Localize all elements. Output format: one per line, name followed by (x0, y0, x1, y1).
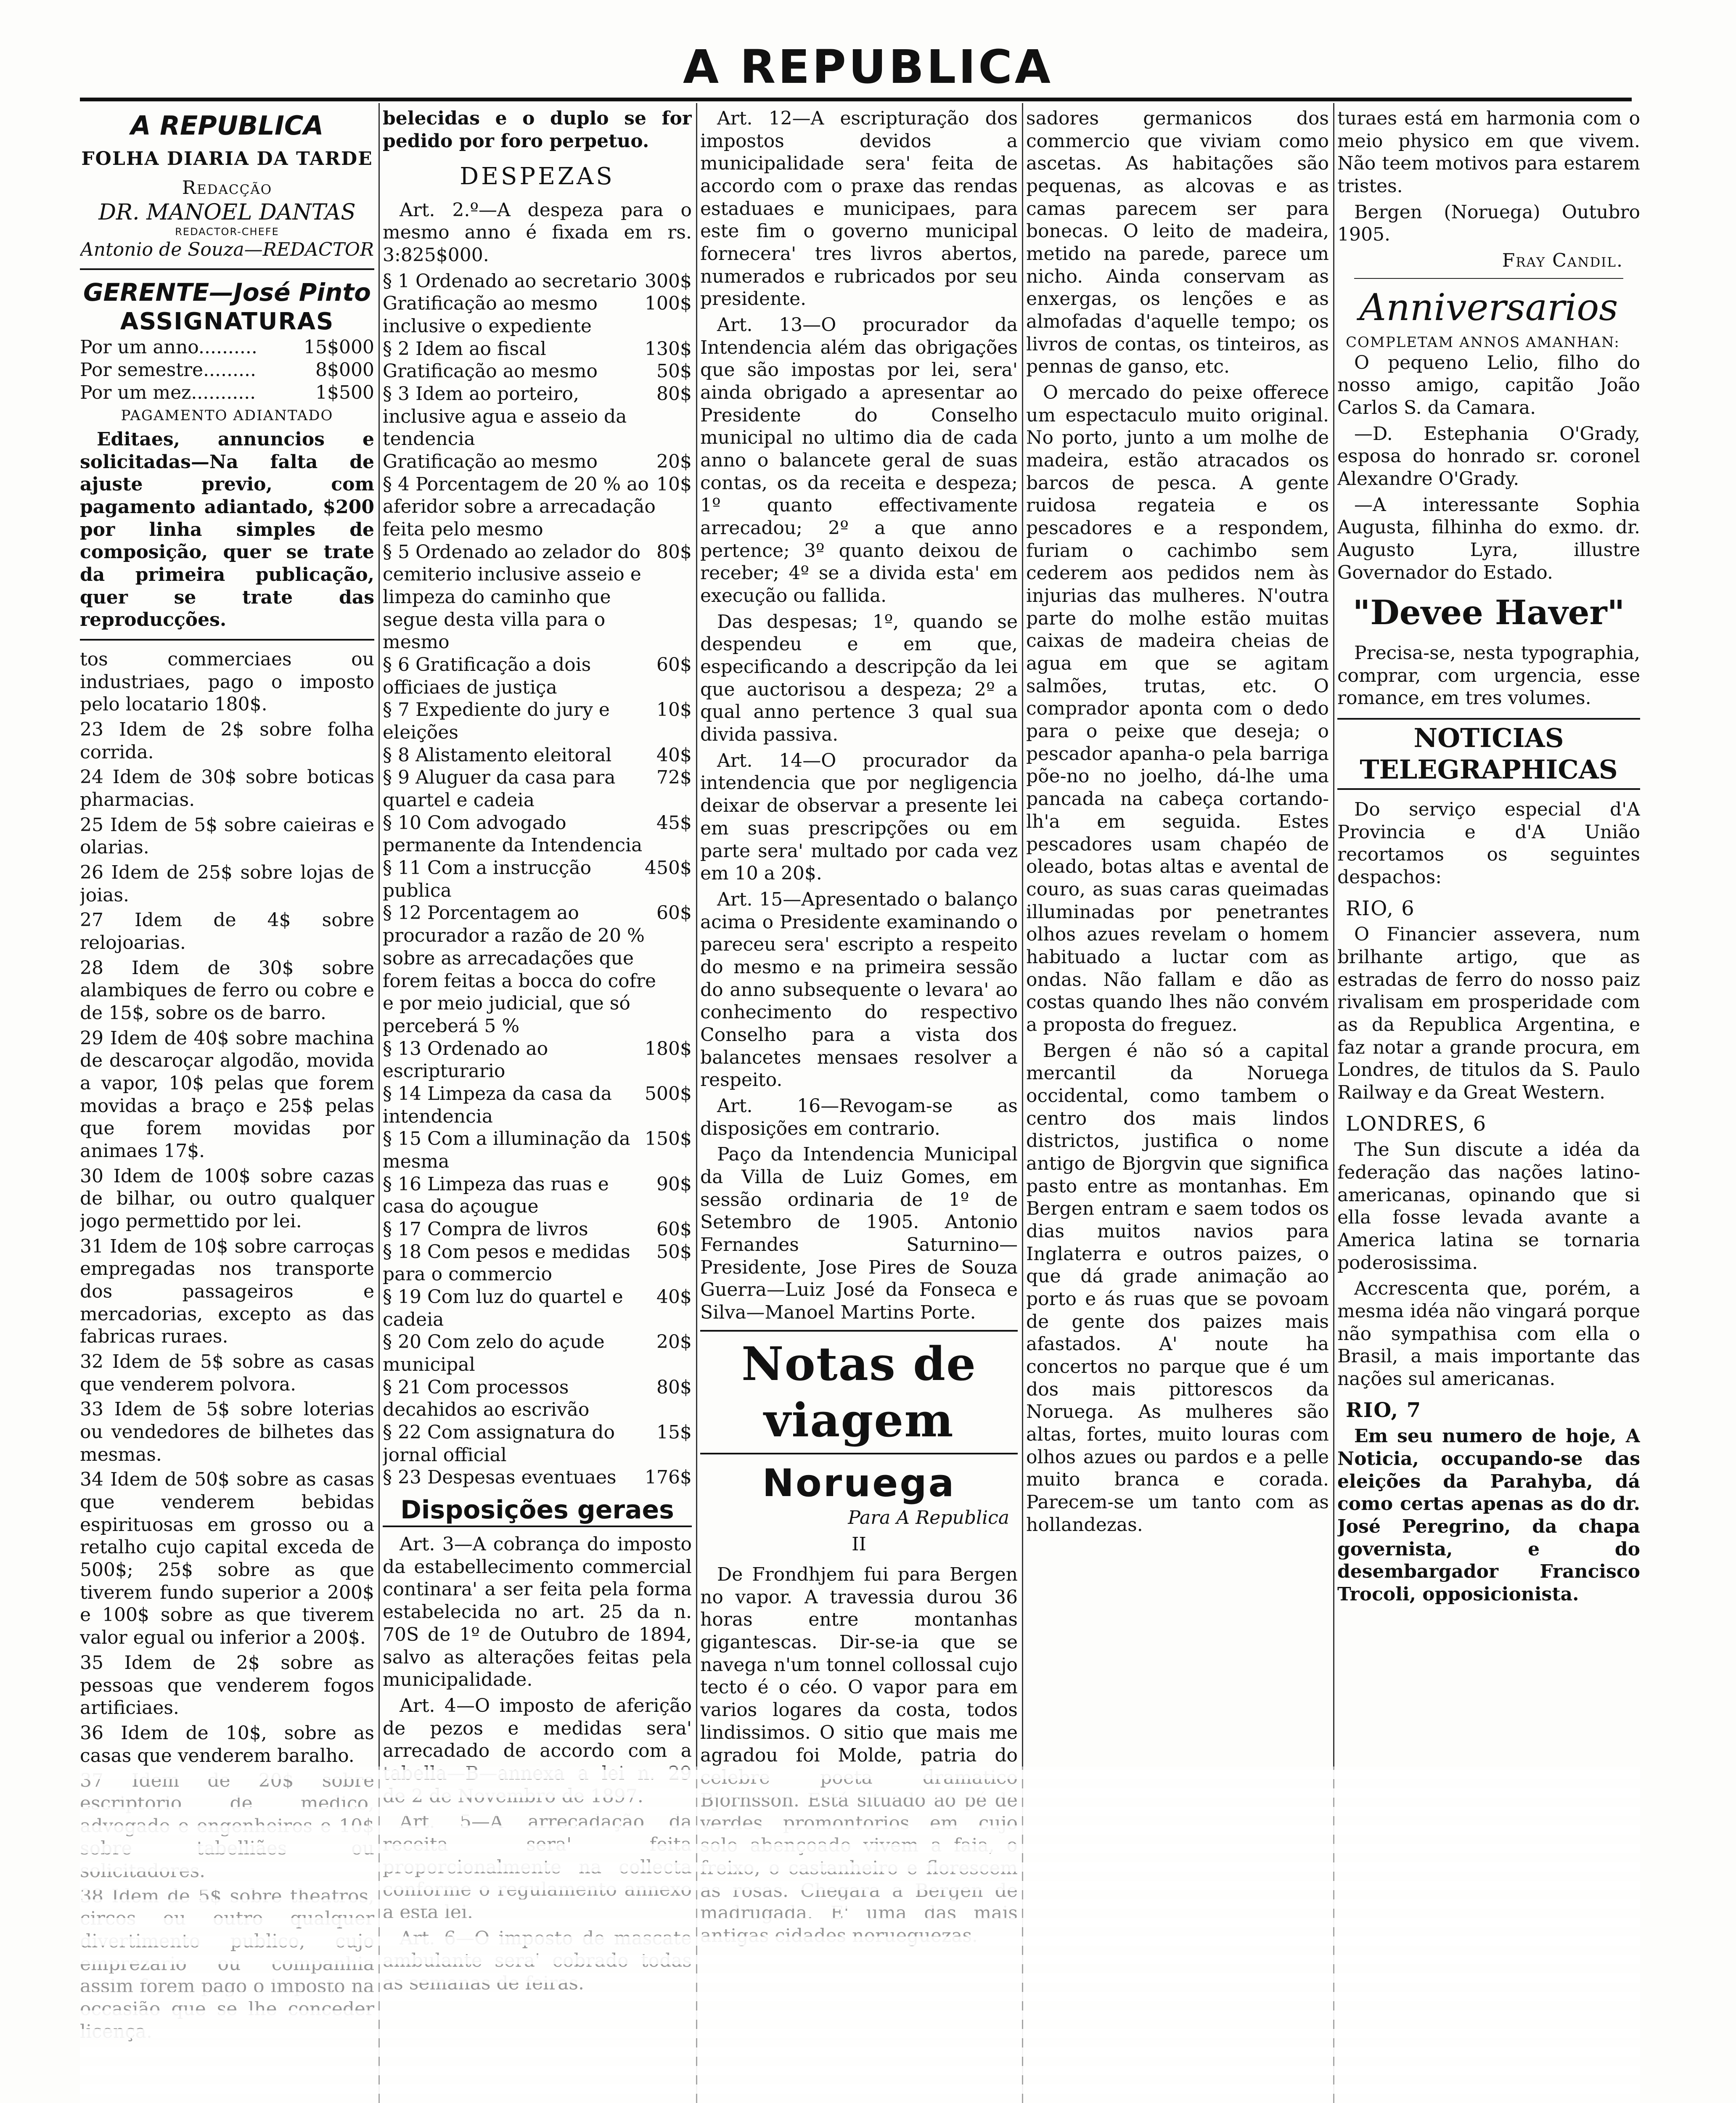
expense-text: § 9 Aluguer da casa para quartel e cadeia (383, 767, 616, 811)
editaes-text: Editaes, annuncios e solicitadas—Na falta de ajuste previo, com pagamento adiantado, $200 por linha simples de composição, quer se trate da primeira publicação, quer se trate das reproducções. (80, 428, 374, 631)
redaccao-label: Redacção (182, 177, 273, 199)
list-item: 24 Idem de 30$ sobre boticas pharmacias. (80, 766, 374, 810)
expense-value: 50$ (656, 1241, 692, 1263)
expense-text: Gratificação ao mesmo (383, 451, 598, 473)
expense-value: 60$ (656, 654, 692, 676)
expense-text: § 6 Gratificação a dois officiaes de justiça (383, 654, 591, 698)
expense-text: § 22 Com assignatura do jornal official (383, 1421, 615, 1466)
devee-haver-text: Precisa-se, nesta typographia, comprar, com urgencia, esse romance, em tres volumes. (1337, 642, 1640, 709)
expense-value: 20$ (656, 451, 692, 473)
expense-row (383, 1173, 692, 1218)
expense-row (383, 1218, 692, 1241)
expense-row (383, 1466, 692, 1489)
expense-value: 40$ (656, 1286, 692, 1308)
gerente: GERENTE—José Pinto (83, 278, 371, 307)
price-label: Por semestre......... (80, 359, 256, 381)
expense-value: 500$ (645, 1083, 692, 1104)
expense-value: 176$ (645, 1467, 692, 1489)
author-signature: Fray Candil. (1502, 250, 1623, 272)
anniversary-item: —D. Estephania O'Grady, esposa do honrado sr. coronel Alexandre O'Grady. (1337, 423, 1640, 490)
expense-value: 20$ (656, 1331, 692, 1353)
list-item: 33 Idem de 5$ sobre loterias ou vendedores de bilhetes das mesmas. (80, 1398, 374, 1465)
expense-value: 80$ (656, 541, 692, 563)
expense-text: § 1 Ordenado ao secretario (383, 270, 638, 292)
paper-title: A REPUBLICA (130, 110, 324, 141)
expense-value: 40$ (656, 744, 692, 766)
list-item: 34 Idem de 50$ sobre as casas que venderem bebidas espirituosas em grosso ou a retalho cujo capital exceda de 500$; 25$ sobre as que tiverem fundo superior a 200$ e 100$ sobre as que tiverem valor egual ou inferior a 200$. (80, 1469, 374, 1649)
travel-text: O mercado do peixe offerece um espectaculo muito original. No porto, junto a um molhe de madeira, estão atracados os barcos de pesca. A gente ruidosa regateia e os pescadores e a respondem, furiam o cachimbo sem cederem aos pedidos nem às injurias das mulheres. N'outra parte do molhe estão muitas caixas de madeira cheias de agua em que se agitam salmões, trutas, etc. O comprador aponta com o dedo para o peixe que deseja; o pescador apanha-o pela barriga põe-no no joelho, dá-lhe uma pancada na cabeça cortando-lh'a em seguida. Estes pescadores usam chapéo de oleado, botas altas e avental de couro, as suas caras queimadas illuminadas por penetrantes olhos azues revelam o homem habituado a luctar com as ondas. Não fallam e dão as costas quando lhes não convém a proposta do freguez. (1026, 382, 1329, 1036)
list-item: 27 Idem de 4$ sobre relojoarias. (80, 909, 374, 954)
divider (80, 268, 374, 270)
list-item: 23 Idem de 2$ sobre folha corrida. (80, 718, 374, 763)
chief-role: REDACTOR-CHEFE (175, 226, 279, 238)
anniversary-item: —A interessante Sophia Augusta, filhinha do exmo. dr. Augusto Lyra, illustre Governador do Estado. (1337, 494, 1640, 583)
expense-row (383, 1241, 692, 1286)
expense-value: 50$ (656, 360, 692, 382)
para-republica: Para A Republica (848, 1507, 1009, 1528)
assignaturas-heading: ASSIGNATURAS (120, 308, 334, 336)
expense-row (383, 270, 692, 293)
article-3: Art. 3—A cobrança do imposto da estabellecimento commercial continara' a ser feita pela forma estabelecida no art. 25 da n. 70S de 1º de Outubro de 1894, salvo as alterações feitas pela municipalidade. (383, 1534, 692, 1691)
expense-row (383, 654, 692, 699)
expense-value: 450$ (645, 857, 692, 879)
expense-value: 90$ (656, 1173, 692, 1195)
expense-row (383, 699, 692, 744)
price-list (80, 336, 374, 404)
price-label: Por um mez........... (80, 381, 256, 403)
expense-row (383, 1128, 692, 1173)
expense-value: 45$ (656, 812, 692, 834)
divider (1354, 278, 1623, 279)
expense-text: § 11 Com a instrucção publica (383, 857, 592, 901)
expense-row (383, 1083, 692, 1128)
telegram-text: Accrescenta que, porém, a mesma idéa não vingará porque não sympathisa com ella o Brasil, a mais importante das nações sul americanas. (1337, 1278, 1640, 1390)
telegram-text: O Financier assevera, num brilhante artigo, que as estradas de ferro do nosso paiz rivalisam em prosperidade com as da Republica Argentina, e faz notar a grande procura, em Londres, de titulos da S. Paulo Railway e da Great Western. (1337, 924, 1640, 1104)
expense-row (383, 1038, 692, 1083)
notas-header (700, 1330, 1018, 1454)
expense-value: 300$ (645, 270, 692, 292)
expense-text: § 10 Com advogado permanente da Intendencia (383, 812, 643, 856)
list-item: 32 Idem de 5$ sobre as casas que venderem polvora. (80, 1351, 374, 1395)
travel-text: Bergen é não só a capital mercantil da Noruega occidental, como tambem o centro dos mais lindos districtos, justifica o nome antigo de Bjorgvin que significa pasto entre as montanhas. Em Bergen entram e saem todos os dias muitos navios para Inglaterra e outros paizes, o que dá grade animação ao porto e ás ruas que se povoam de gente dos paizes mais afastados. A' noute ha concertos no parque que é um dos mais pittorescos da Noruega. As mulheres são altas, fortes, muito louras com olhos azues ou pardos e a pelle muito branca e corada. Parecem-se um tanto com as hollandezas. (1026, 1040, 1329, 1536)
disposicoes-heading: Disposições geraes (383, 1495, 692, 1527)
expense-row (383, 360, 692, 383)
despesas-text: Das despesas; 1º, quando se despendeu e em que, especificando a descripção da lei que auctorisou a despeza; 2º a qual anno pertence 3 qual sua divida passiva. (700, 611, 1018, 746)
expense-row (383, 812, 692, 857)
expense-row (383, 1331, 692, 1376)
expense-row (383, 1376, 692, 1421)
expense-text: § 7 Expediente do jury e eleições (383, 699, 610, 744)
telegram-text: Em seu numero de hoje, A Noticia, occupando-se das eleições da Parahyba, dá como certas apenas as do dr. José Peregrino, da chapa governista, e do desembargador Francisco Trocoli, opposicionista. (1337, 1425, 1640, 1605)
article-4: Art. 4—O imposto de aferição de pezos e medidas sera' arrecadado de accordo com a (383, 1695, 692, 1762)
masthead-rule (80, 98, 1632, 101)
expense-text: § 3 Idem ao porteiro, inclusive agua e asseio da tendencia (383, 383, 627, 450)
price-row (80, 381, 374, 404)
noticias-intro: Do serviço especial d'A Provincia e d'A União recortamos os seguintes despachos: (1337, 799, 1640, 888)
redactor: Antonio de Souza—REDACTOR (80, 238, 374, 260)
list-item: tos commerciaes ou industriaes, pago o imposto pelo locatario 180$. (80, 648, 374, 715)
expense-text: § 8 Alistamento eleitoral (383, 744, 612, 766)
dateline: Bergen (Noruega) Outubro 1905. (1337, 201, 1640, 246)
expense-row (383, 383, 692, 450)
expense-text: Gratificação ao mesmo inclusive o expediente (383, 293, 598, 337)
price-label: Por um anno.......... (80, 336, 257, 358)
expense-text: § 4 Porcentagem de 20 % ao aferidor sobre a arrecadação feita pelo mesmo (383, 473, 656, 540)
expense-row (383, 541, 692, 654)
paper-subtitle: FOLHA DIARIA DA TARDE (81, 148, 373, 170)
expense-text: § 20 Com zelo do açude municipal (383, 1331, 605, 1375)
article-2: Art. 2.º—A despeza para o mesmo anno é fixada em rs. 3:825$000. (383, 199, 692, 266)
noruega-title: Noruega (762, 1461, 956, 1505)
pagamento-note: PAGAMENTO ADIANTADO (121, 407, 333, 424)
notas-title: Notas de viagem (741, 1336, 977, 1447)
masthead-title: A REPUBLICA (683, 40, 1053, 94)
chief-editor: DR. MANOEL DANTAS (98, 199, 356, 225)
expense-text: § 18 Com pesos e medidas para o commercio (383, 1241, 630, 1285)
expense-text: § 19 Com luz do quartel e cadeia (383, 1286, 623, 1330)
telegram-text: The Sun discute a idéa da federação das nações latino-americanas, opinando que si ella fosse levada avante a America latina se tornaria poderosissima. (1337, 1139, 1640, 1274)
devee-haver-heading: "Devee Haver" (1352, 593, 1625, 633)
despezas-heading: DESPEZAS (460, 163, 615, 191)
expense-value: 80$ (656, 1376, 692, 1398)
expense-text: § 13 Ordenado ao escripturario (383, 1038, 548, 1082)
expense-value: 60$ (656, 902, 692, 924)
anniversary-item: O pequeno Lelio, filho do nosso amigo, capitão João Carlos S. da Camara. (1337, 352, 1640, 418)
list-item: 29 Idem de 40$ sobre machina de descaroçar algodão, movida a vapor, 10$ pelas que forem movidas a braço e 25$ pelas que forem movidas por animaes 17$. (80, 1027, 374, 1162)
article-14: Art. 14—O procurador da intendencia que por negligencia deixar de observar a presente lei em suas prescripções ou em parte sera' multado por cada vez em 10 a 20$. (700, 750, 1018, 885)
dateline-rio: RIO, 7 (1346, 1398, 1422, 1422)
list-item: 31 Idem de 10$ sobre carroças empregadas nos transporte dos passageiros e mercadorias, excepto as das fabricas ruraes. (80, 1235, 374, 1348)
expense-row (383, 292, 692, 337)
dateline-rio: RIO, 6 (1346, 896, 1415, 920)
article-16: Art. 16—Revogam-se as disposições em contrario. (700, 1095, 1018, 1139)
expense-value: 10$ (656, 473, 692, 495)
expense-text: § 14 Limpeza da casa da intendencia (383, 1083, 612, 1127)
expense-row (383, 1421, 692, 1466)
expense-text: § 23 Despesas eventuaes (383, 1467, 617, 1489)
expense-row (383, 1286, 692, 1331)
anniversarios-heading: Anniversarios (1359, 285, 1618, 329)
expense-value: 100$ (645, 293, 692, 315)
expense-row (383, 902, 692, 1037)
article-13: Art. 13—O procurador da Intendencia além das obrigações que são impostas por lei, sera' ainda obrigado a apresentar ao Presidente do Conselho municipal no ultimo dia de cada anno o balancete geral de suas contas, os da receita e despeza; 1º quanto effectivamente arrecadou; 2º a que anno pertence; 3º quanto deixou de receber; 4º se a divida esta' em execução ou fallida. (700, 314, 1018, 607)
expense-value: 60$ (656, 1218, 692, 1240)
list-item: 36 Idem de 10$, sobre as casas que venderem baralho. (80, 1722, 374, 1767)
expense-text: Gratificação ao mesmo (383, 360, 598, 382)
travel-text: sadores germanicos dos commercio que viviam como ascetas. As habitações são pequenas, as alcovas e as camas parecem ser para bonecas. O leito de madeira, metido na parede, parece um nicho. Ainda conservam as enxergas, os lenções e as almofadas d'aquelle tempo; os livros de contas, os tinteiros, as pennas de ganso, etc. (1026, 108, 1329, 378)
expense-row (383, 473, 692, 541)
expense-value: 150$ (645, 1128, 692, 1150)
price-value: 8$000 (315, 359, 374, 381)
travel-text: De Frondhjem fui para Bergen no vapor. A travessia durou 36 horas entre montanhas gigantescas. Dir-se-ia que se navega n'um tonnel collossal cujo tecto é o céo. O vapor para em varios logares da costa, todos lindissimos. O sitio que mais me agradou foi Molde, patria do (700, 1564, 1018, 1766)
divider (80, 639, 374, 641)
expense-value: 72$ (656, 767, 692, 789)
expense-value: 180$ (645, 1038, 692, 1059)
expense-row (383, 857, 692, 902)
list-item: 35 Idem de 2$ sobre as pessoas que venderem fogos artificiaes. (80, 1652, 374, 1719)
section-number: II (852, 1534, 866, 1555)
list-item: 28 Idem de 30$ sobre alambiques de ferro ou cobre e de 15$, sobre os de barro. (80, 957, 374, 1024)
expense-text: § 21 Com processos decahidos ao escrivão (383, 1376, 590, 1421)
article-12: Art. 12—A escripturação dos impostos devidos a municipalidade sera' feita de accordo com o praxe das rendas estaduaes e municipaes, para este fim o governo municipal fornecera' tres livros abertos, numerados e rubricados por seu presidente. (700, 108, 1018, 310)
price-row (80, 336, 374, 359)
faded-print-area (80, 1767, 1640, 2103)
price-value: 15$000 (304, 336, 374, 358)
intro-text: belecidas e o duplo se for pedido por foro perpetuo. (383, 108, 692, 152)
paco-signature: Paço da Intendencia Municipal da Villa de Luiz Gomes, em sessão ordinaria de 1º de Setembro de 1905. Antonio Fernandes Saturnino—Presidente, Jose Pires de Souza Guerra—Luiz José da Fonseca e Silva—Manoel Martins Porte. (700, 1144, 1018, 1323)
anniversarios-subheading: COMPLETAM ANNOS AMANHAN: (1346, 334, 1620, 351)
noticias-heading: NOTICIAS TELEGRAPHICAS (1337, 718, 1640, 790)
expense-text: § 2 Idem ao fiscal (383, 338, 546, 360)
expense-value: 15$ (656, 1421, 692, 1443)
list-item: 30 Idem de 100$ sobre cazas de bilhar, ou outro qualquer jogo permettido por lei. (80, 1165, 374, 1232)
expense-text: § 15 Com a illuminação da mesma (383, 1128, 630, 1172)
expense-text: § 12 Porcentagem ao procurador a razão de 20 % sobre as arrecadações que forem feitas a bocca do cofre e por meio judicial, que só perceberá 5 % (383, 902, 656, 1037)
expense-row (383, 450, 692, 473)
price-row (80, 359, 374, 381)
expense-row (383, 338, 692, 360)
expense-list (383, 270, 692, 1489)
expense-row (383, 766, 692, 811)
expense-value: 10$ (656, 699, 692, 721)
expense-text: § 17 Compra de livros (383, 1218, 588, 1240)
expense-text: § 5 Ordenado ao zelador do cemiterio inclusive asseio e limpeza do caminho que segue desta villa para o mesmo (383, 541, 641, 653)
article-15: Art. 15—Apresentado o balanço acima o Presidente examinando o pareceu sera' escripto a respeito do mesmo e na primeira sessão do anno subsequente o levara' ao conhecimento do respectivo Conselho para a vista dos balancetes mensaes resolver a respeito. (700, 888, 1018, 1091)
price-value: 1$500 (315, 381, 374, 403)
expense-value: 130$ (645, 338, 692, 360)
list-item: 25 Idem de 5$ sobre caieiras e olarias. (80, 814, 374, 858)
expense-row (383, 744, 692, 767)
expense-text: § 16 Limpeza das ruas e casa do açougue (383, 1173, 609, 1218)
dateline-londres: LONDRES, 6 (1346, 1112, 1487, 1136)
list-item: 26 Idem de 25$ sobre lojas de joias. (80, 861, 374, 906)
expense-value: 80$ (656, 383, 692, 405)
travel-text-end: turaes está em harmonia com o meio physico em que vivem. Não teem motivos para estarem tristes. (1337, 108, 1640, 197)
